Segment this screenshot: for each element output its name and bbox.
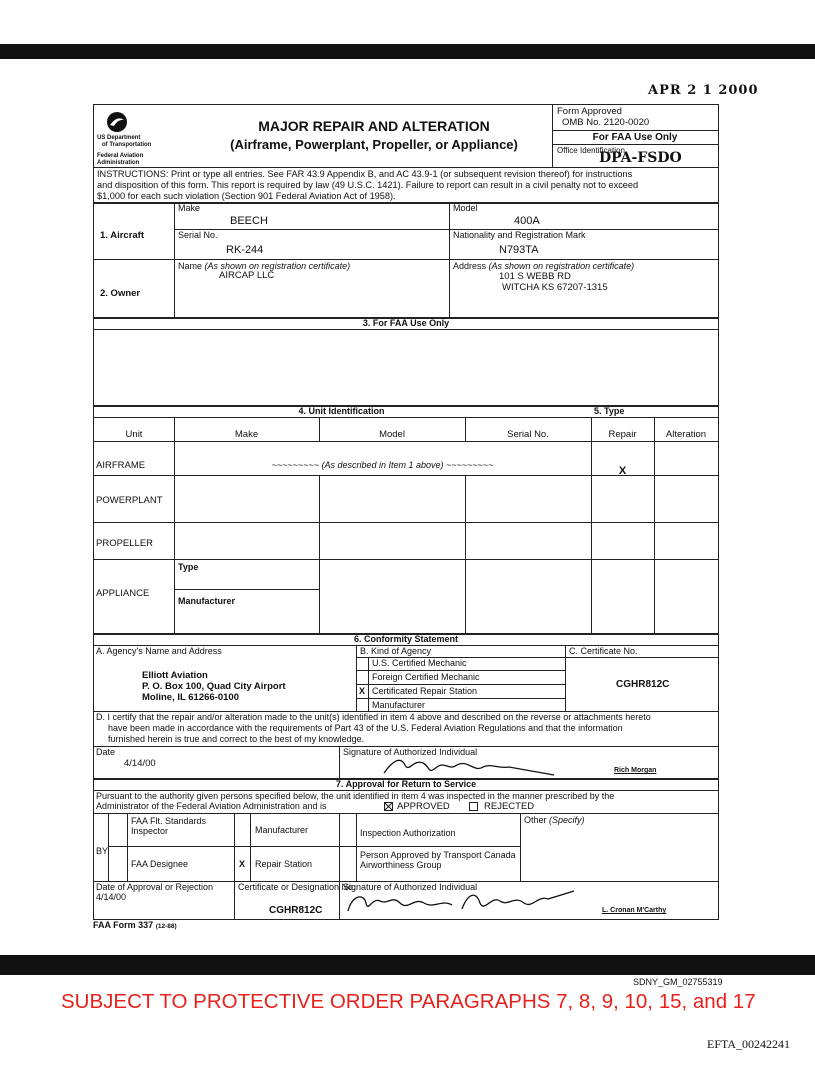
conformity-date: 4/14/00 xyxy=(124,758,156,769)
aircraft-section-label: 1. Aircraft xyxy=(100,230,144,241)
instructions-line2: and disposition of this form. This report is required by law (49 U.S.C. 1421). Failure to report can result in a civil penalty not to exceed xyxy=(97,180,639,190)
kind-mark: X xyxy=(359,686,366,696)
rejected-checkbox xyxy=(469,802,478,811)
aircraft-serial: RK-244 xyxy=(226,244,264,256)
statement-line1: D. I certify that the repair and/or alteration made to the unit(s) identified in item 4 above and described on the reverse or attachments hereto xyxy=(96,712,651,722)
faa-use-only-label: For FAA Use Only xyxy=(592,132,678,143)
option-canada: Person Approved by Transport Canada Airworthiness Group xyxy=(360,850,516,870)
cert-label: C. Certificate No. xyxy=(569,646,638,656)
approval-signature-icon xyxy=(342,889,582,919)
option-ia: Inspection Authorization xyxy=(360,828,456,838)
other-label: Other (Specify) xyxy=(524,815,585,825)
protective-order-notice: SUBJECT TO PROTECTIVE ORDER PARAGRAPHS 7, 8, 9, 10, 15, and 17 xyxy=(61,990,756,1013)
col-unit: Unit xyxy=(125,429,143,440)
type-title: 5. Type xyxy=(594,406,625,416)
instructions-line1: INSTRUCTIONS: Print or type all entries. See FAR 43.9 Appendix B, and AC 43.9-1 (or subsequent revision thereof) for instructions xyxy=(97,169,633,179)
repair-station-mark: X xyxy=(239,859,246,869)
approval-signer: L. Cronan M'Carthy xyxy=(602,907,667,914)
col-make: Make xyxy=(234,429,259,440)
kind-label: B. Kind of Agency xyxy=(360,646,432,656)
received-stamp: APR 2 1 2000 xyxy=(648,83,759,98)
faa-form-337 xyxy=(93,104,719,920)
approval-date-label: Date of Approval or Rejection xyxy=(96,882,214,892)
office-id-label: Office Identification xyxy=(557,146,625,155)
approval-text-line2: Administrator of the Federal Aviation Administration and is xyxy=(96,801,327,811)
conformity-signature-icon xyxy=(379,755,559,779)
owner-section-label: 2. Owner xyxy=(100,288,141,299)
faa-line2: Administration xyxy=(97,160,140,166)
form-number-line: FAA Form 337 (12-88) xyxy=(93,920,177,930)
dot-logo-icon xyxy=(106,111,128,133)
registration-label: Nationality and Registration Mark xyxy=(453,230,586,240)
statement-line2: have been made in accordance with the requirements of Part 43 of the U.S. Federal Aviation Regulations and that the information xyxy=(108,723,623,733)
form-subtitle: (Airframe, Powerplant, Propeller, or Appliance) xyxy=(230,137,518,152)
faa-line1: Federal Aviation xyxy=(97,153,144,159)
approval-cert-label-line: Certificate or Designation No. xyxy=(238,882,356,892)
checked-x-icon xyxy=(385,803,392,810)
appliance-type-label: Type xyxy=(178,562,199,572)
aircraft-model: 400A xyxy=(514,215,540,227)
kind-manufacturer: Manufacturer xyxy=(372,700,426,710)
scan-top-bar xyxy=(0,44,815,59)
owner-address-line2: WITCHA KS 67207-1315 xyxy=(502,282,608,293)
kind-us-mechanic: U.S. Certified Mechanic xyxy=(372,658,467,668)
option-repair-station: Repair Station xyxy=(255,859,313,869)
col-model: Model xyxy=(379,429,405,440)
instructions-line3: $1,000 for each such violation (Section 901 Federal Aviation Act of 1958). xyxy=(97,191,396,201)
unit-id-title: 4. Unit Identification xyxy=(298,406,385,416)
statement-line3: furnished herein is true and correct to the best of my knowledge. xyxy=(108,734,365,744)
form-approved: Form Approved xyxy=(557,106,622,117)
owner-name-label: Name (As shown on registration certificate) xyxy=(178,261,351,271)
airframe-note: ~~~~~~~~~ (As described in Item 1 above) ~~~~~~~~~ xyxy=(271,460,494,470)
rejected-label: REJECTED xyxy=(484,801,535,812)
bates-number: SDNY_GM_02755319 xyxy=(633,977,723,987)
scan-bottom-bar xyxy=(0,955,815,975)
dept-line1: US Department xyxy=(97,135,141,141)
agency-address-line2: Moline, IL 61266-0100 xyxy=(142,692,239,703)
row-powerplant: POWERPLANT xyxy=(96,495,163,506)
airframe-repair-mark: X xyxy=(618,465,627,477)
aircraft-make: BEECH xyxy=(230,215,268,227)
agency-address-line1: P. O. Box 100, Quad City Airport xyxy=(142,681,286,692)
row-airframe: AIRFRAME xyxy=(96,460,146,471)
approval-sig-label: Signature of Authorized Individual xyxy=(343,882,478,892)
approval-title: 7. Approval for Return to Service xyxy=(335,779,477,789)
approved-checkbox xyxy=(384,802,393,811)
make-label: Make xyxy=(178,203,201,213)
conformity-sig-label: Signature of Authorized Individual xyxy=(343,747,478,757)
approval-text-line1: Pursuant to the authority given persons specified below, the unit identified in item 4 was inspected in the manner prescribed by the xyxy=(96,791,615,801)
option-designee: FAA Designee xyxy=(131,859,189,869)
agency-name: Elliott Aviation xyxy=(142,670,208,681)
dept-line2: of Transportation xyxy=(102,142,152,148)
appliance-manufacturer-label: Manufacturer xyxy=(178,596,236,606)
conformity-title: 6. Conformity Statement xyxy=(353,634,458,644)
owner-address-label: Address (As shown on registration certificate) xyxy=(453,261,635,271)
faa-use-section-title: 3. For FAA Use Only xyxy=(362,318,450,328)
col-alteration: Alteration xyxy=(665,429,707,440)
omb-number: OMB No. 2120-0020 xyxy=(562,117,650,128)
kind-repair-station: Certificated Repair Station xyxy=(372,686,478,696)
kind-foreign-mechanic: Foreign Certified Mechanic xyxy=(372,672,480,682)
option-manufacturer: Manufacturer xyxy=(255,825,309,835)
conformity-date-label: Date xyxy=(96,747,116,757)
owner-address-line1: 101 S WEBB RD xyxy=(499,271,571,282)
col-serial: Serial No. xyxy=(507,429,549,440)
by-label: BY xyxy=(96,846,109,856)
approval-date: 4/14/00 xyxy=(96,892,127,902)
model-label: Model xyxy=(453,203,478,213)
efta-number: EFTA_00242241 xyxy=(707,1037,791,1051)
agency-cert-no: CGHR812C xyxy=(616,679,670,690)
serial-label: Serial No. xyxy=(178,230,218,240)
row-propeller: PROPELLER xyxy=(96,538,154,549)
owner-name: AIRCAP LLC xyxy=(219,270,275,281)
row-appliance: APPLIANCE xyxy=(96,588,150,599)
approval-cert-no: CGHR812C xyxy=(269,905,323,916)
aircraft-registration: N793TA xyxy=(499,244,539,256)
approved-label: APPROVED xyxy=(397,801,450,812)
agency-label: A. Agency's Name and Address xyxy=(96,646,222,656)
form-title: MAJOR REPAIR AND ALTERATION xyxy=(258,118,490,134)
office-id-value: DPA-FSDO xyxy=(599,150,682,166)
conformity-signer: Rich Morgan xyxy=(614,767,657,774)
option-fsi: FAA Flt. Standards Inspector xyxy=(131,816,207,836)
col-repair: Repair xyxy=(608,429,637,440)
